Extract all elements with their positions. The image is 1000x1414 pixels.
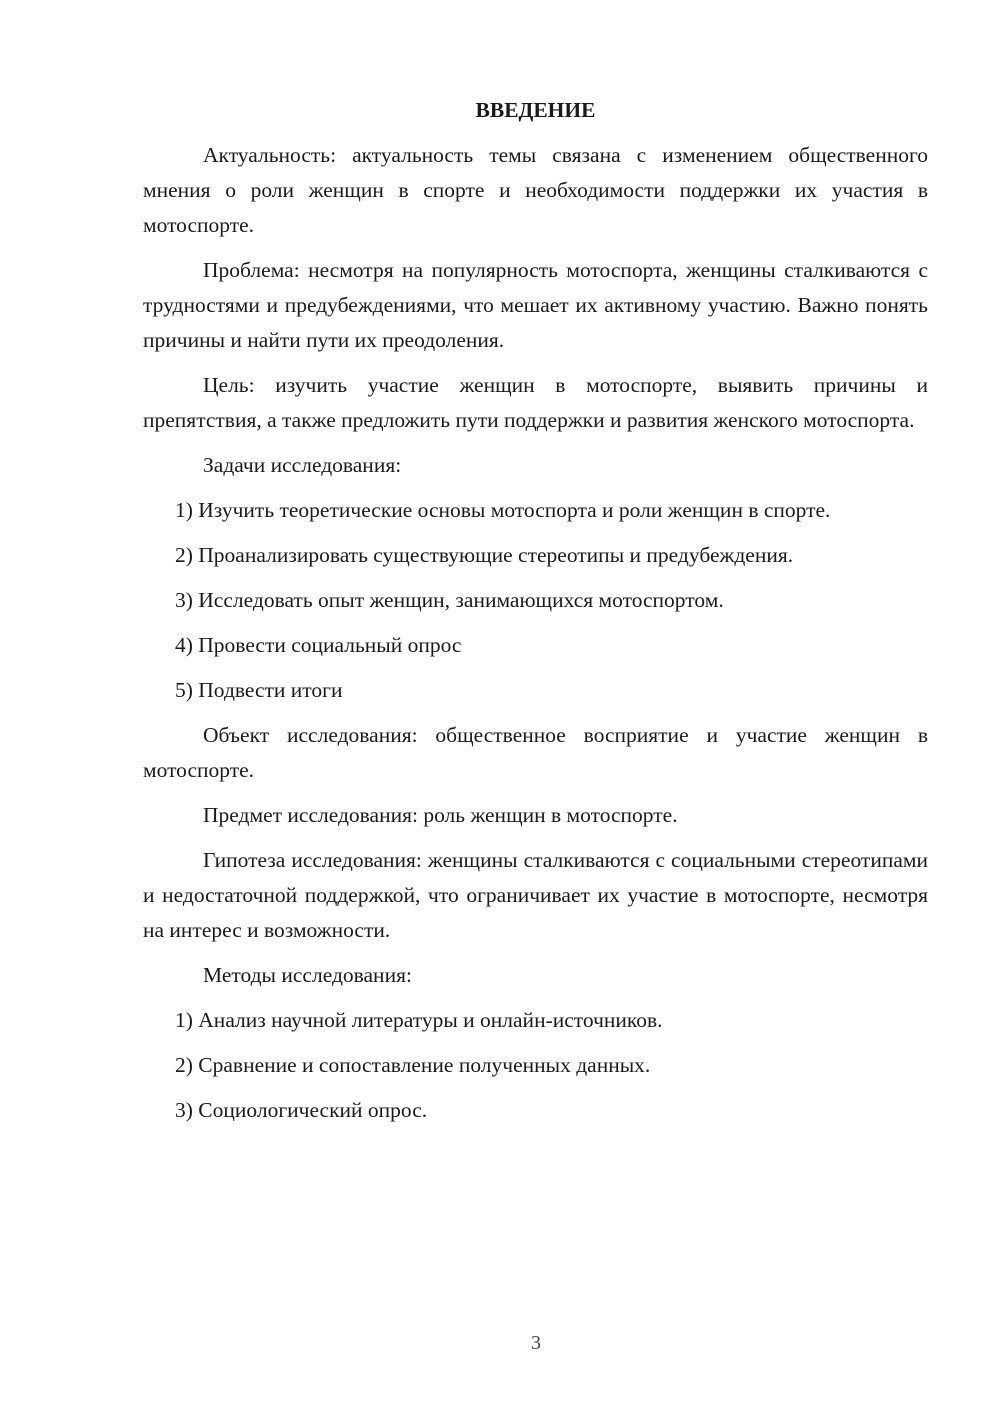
hypothesis-paragraph: Гипотеза исследования: женщины сталкиваются с социальными стереотипами и недостаточной поддержкой, что ограничивает их участие в мотоспорте, несмотря на интерес и возможности.: [143, 848, 928, 942]
task-item: 1) Изучить теоретические основы мотоспорта и роли женщин в спорте.: [175, 498, 831, 522]
subject-paragraph: Предмет исследования: роль женщин в мотоспорте.: [203, 803, 678, 827]
page-number: 3: [531, 1332, 541, 1354]
method-item: 3) Социологический опрос.: [175, 1098, 428, 1122]
goal-paragraph: Цель: изучить участие женщин в мотоспорте, выявить причины и препятствия, а также предложить пути поддержки и развития женского мотоспорта.: [143, 373, 928, 432]
task-item: 4) Провести социальный опрос: [175, 633, 462, 657]
method-item: 2) Сравнение и сопоставление полученных данных.: [175, 1053, 651, 1077]
method-item: 1) Анализ научной литературы и онлайн-источников.: [175, 1008, 663, 1032]
object-paragraph: Объект исследования: общественное восприятие и участие женщин в мотоспорте.: [143, 723, 928, 782]
document-page: [143, 92, 928, 1138]
methods-heading: Методы исследования:: [203, 963, 412, 987]
relevance-paragraph: Актуальность: актуальность темы связана с изменением общественного мнения о роли женщин в спорте и необходимости поддержки их участия в мотоспорте.: [143, 143, 928, 237]
problem-paragraph: Проблема: несмотря на популярность мотоспорта, женщины сталкиваются с трудностями и предубеждениями, что мешает их активному участию. Важно понять причины и найти пути их преодоления.: [143, 258, 928, 352]
task-item: 5) Подвести итоги: [175, 678, 343, 702]
task-item: 2) Проанализировать существующие стереотипы и предубеждения.: [175, 543, 794, 567]
tasks-heading: Задачи исследования:: [203, 453, 402, 477]
task-item: 3) Исследовать опыт женщин, занимающихся мотоспортом.: [175, 588, 724, 612]
document-title: ВВЕДЕНИЕ: [475, 98, 596, 122]
